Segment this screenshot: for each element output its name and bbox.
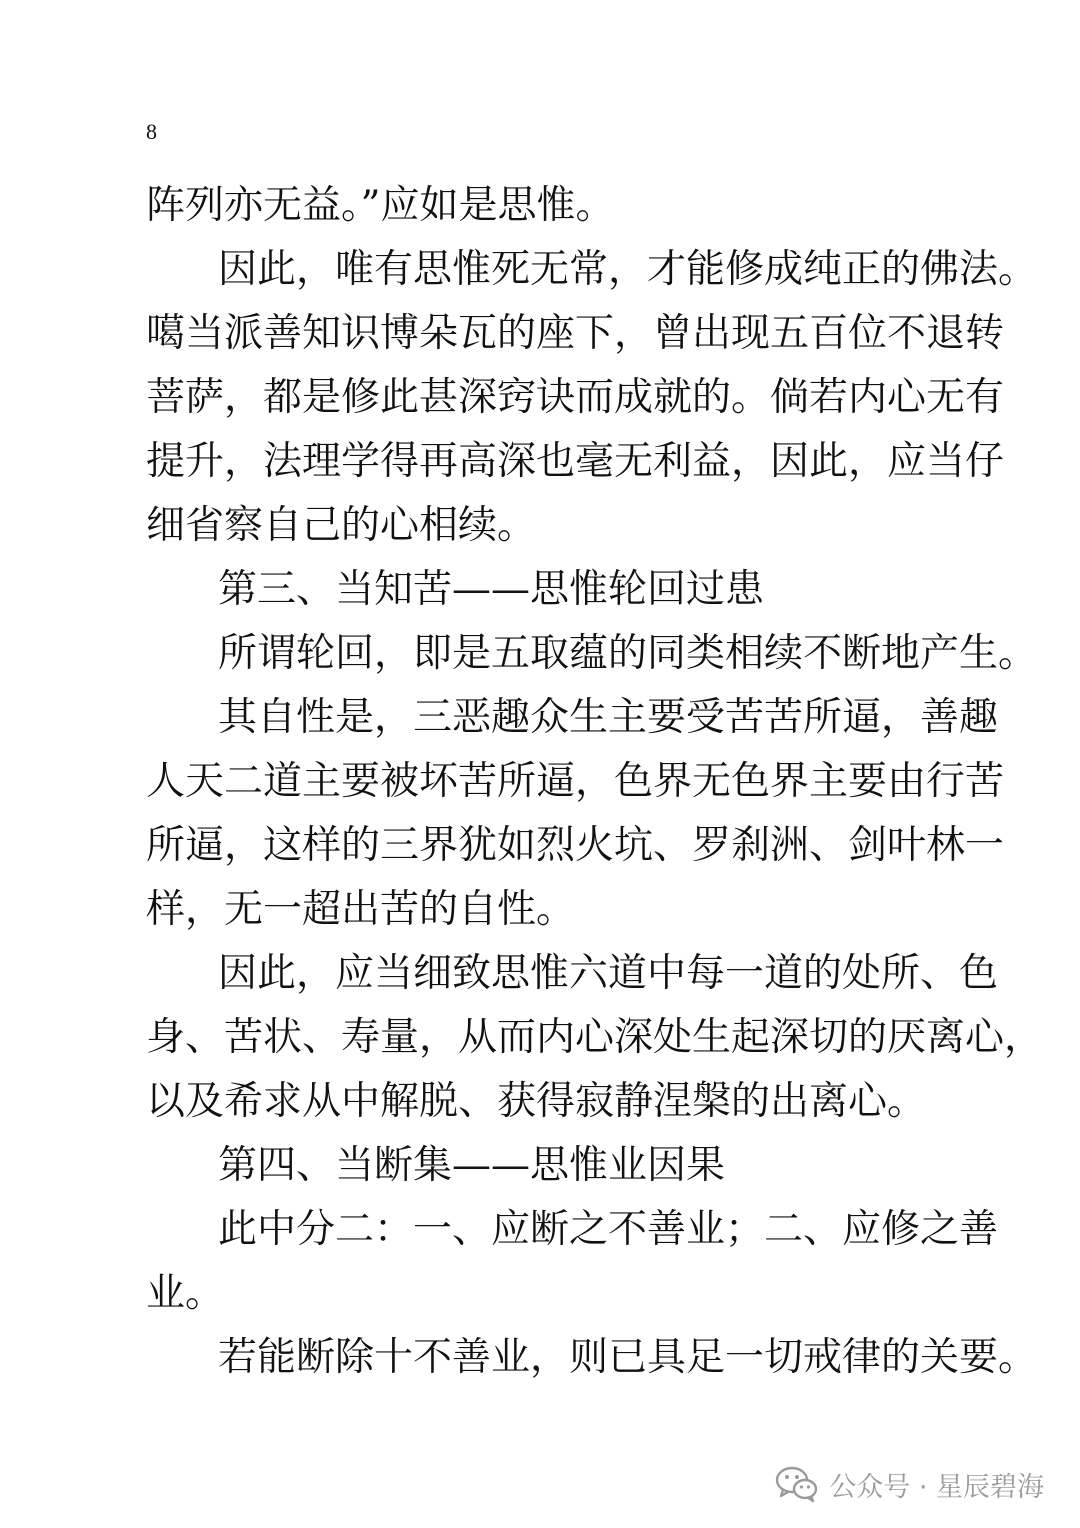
- section-heading: 第四、当断集——思惟业因果: [218, 1143, 726, 1188]
- page-number: 8: [146, 119, 157, 144]
- watermark-text: 公众号 · 星辰碧海: [829, 1471, 1044, 1503]
- wechat-icon: [775, 1465, 819, 1503]
- text-line: 阵列亦无益。”应如是思惟。: [146, 183, 615, 228]
- text-line: 人天二道主要被坏苦所逼，色界无色界主要由行苦: [146, 759, 1005, 804]
- text-line: 身、苦状、寿量，从而内心深处生起深切的厌离心，: [146, 1015, 1044, 1060]
- text-line: 所谓轮回，即是五取蕴的同类相续不断地产生。: [218, 631, 1038, 676]
- text-line: 其自性是，三恶趣众生主要受苦苦所逼，善趣: [218, 695, 999, 740]
- text-line: 因此，唯有思惟死无常，才能修成纯正的佛法。: [218, 247, 1038, 292]
- text-line: 因此，应当细致思惟六道中每一道的处所、色: [218, 951, 999, 996]
- text-line: 细省察自己的心相续。: [146, 503, 537, 548]
- watermark: [775, 1462, 1044, 1506]
- text-line: 提升，法理学得再高深也毫无利益，因此，应当仔: [146, 439, 1005, 484]
- text-line: 菩萨，都是修此甚深窍诀而成就的。倘若内心无有: [146, 375, 1005, 420]
- text-line: 若能断除十不善业，则已具足一切戒律的关要。: [218, 1335, 1038, 1380]
- text-line: 所逼，这样的三界犹如烈火坑、罗刹洲、剑叶林一: [146, 823, 1005, 868]
- body-text: [146, 174, 1044, 1390]
- text-line: 业。: [146, 1271, 225, 1316]
- text-line: 噶当派善知识博朵瓦的座下，曾出现五百位不退转: [146, 311, 1005, 356]
- text-line: 样，无一超出苦的自性。: [146, 887, 576, 932]
- text-line: 以及希求从中解脱、获得寂静涅槃的出离心。: [146, 1079, 927, 1124]
- text-line: 此中分二：一、应断之不善业；二、应修之善: [218, 1207, 999, 1252]
- section-heading: 第三、当知苦——思惟轮回过患: [218, 567, 765, 612]
